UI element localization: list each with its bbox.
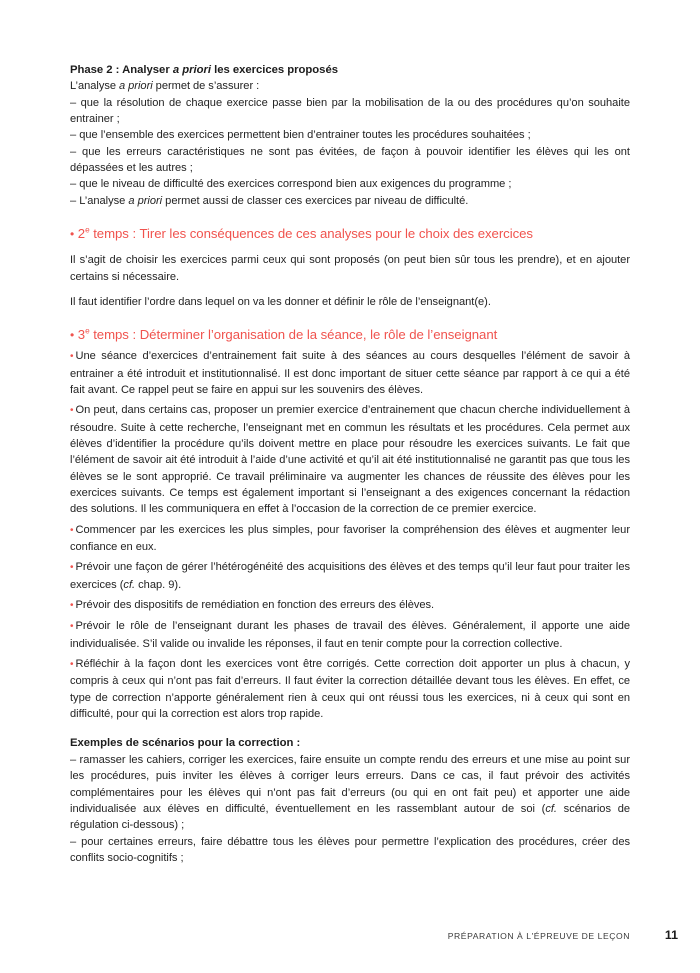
spacer — [70, 310, 630, 326]
page-number: 11 — [664, 928, 678, 942]
phase2-heading-suffix: les exercices proposés — [210, 64, 338, 76]
bullet-icon: • — [70, 524, 74, 536]
bullet-text-italic: cf. — [123, 578, 136, 591]
bullet-icon: • — [70, 227, 75, 242]
bullet-icon: • — [70, 659, 74, 671]
phase2-last-suffix: permet aussi de classer ces exercices par niveau de difficulté. — [162, 194, 469, 207]
footer-section-title: PRÉPARATION À L'ÉPREUVE DE LEÇON — [447, 931, 630, 941]
bullet-text-before: Prévoir une façon de gérer l’hétérogénéité des acquisitions des élèves et des temps qu’il leur faut pour traiter les exercices ( — [70, 561, 630, 591]
bullet-text-after: chap. 9). — [135, 578, 182, 591]
scenarios-item-1 — [70, 752, 630, 834]
bullet-icon: • — [70, 351, 74, 363]
bullet-text: Prévoir le rôle de l’enseignant durant les phases de travail des élèves. Généralement, il apporte une aide individualisée. S’il valide ou invalide les réponses, il faut en tenir compte pour la correction collective. — [70, 620, 630, 650]
scenario-text-after: scénarios de régulation ci-dessous) ; — [70, 802, 630, 832]
temps3-bullet-item — [70, 656, 630, 722]
temps2-ordinal: 2 — [77, 226, 86, 242]
bullet-icon: • — [70, 621, 74, 633]
temps3-heading — [70, 326, 630, 344]
bullet-icon: • — [70, 562, 74, 574]
page-footer — [0, 930, 700, 952]
temps2-heading-rest: temps : Tirer les conséquences de ces analyses pour le choix des exercices — [89, 226, 533, 242]
bullet-icon: • — [70, 405, 74, 417]
phase2-heading-italic: a priori — [172, 64, 211, 76]
scenario-text-italic: cf. — [545, 802, 557, 815]
scenarios-section — [70, 735, 630, 866]
phase2-last-italic: a priori — [128, 194, 163, 207]
phase2-intro — [70, 78, 630, 94]
bullet-icon: • — [70, 328, 75, 343]
phase2-item: – que le niveau de difficulté des exercices correspond bien aux exigences du programme ; — [70, 178, 512, 191]
spacer — [70, 285, 630, 294]
temps3-ordinal: 3 — [77, 327, 86, 343]
temps2-paragraph: Il faut identifier l’ordre dans lequel on va les donner et définir le rôle de l’enseignant(e). — [70, 295, 491, 308]
bullet-text: Une séance d’exercices d’entrainement fait suite à des séances au cours desquelles l’élément de savoir à entrainer a été introduit et institutionnalisé. Il est donc important de situer cette séance par rapport à ce qui a été fait avant. Ce rappel peut se faire en appui sur les souvenirs des élèves. — [70, 350, 630, 396]
phase2-heading — [70, 62, 630, 78]
phase2-intro-prefix: L’analyse — [70, 80, 120, 93]
spacer — [70, 243, 630, 252]
phase2-heading-prefix: Phase 2 : Analyser — [70, 64, 173, 76]
bullet-text: Prévoir des dispositifs de remédiation en fonction des erreurs des élèves. — [75, 599, 435, 611]
phase2-item-last — [70, 193, 630, 209]
page-content — [70, 62, 630, 866]
phase2-last-prefix: – L’analyse — [70, 194, 129, 207]
temps2-ordinal-suffix: e — [85, 225, 90, 235]
temps3-bullet-item — [70, 402, 630, 517]
bullet-text: Commencer par les exercices les plus simples, pour favoriser la compréhension des élèves et augmenter leur confiance en eux. — [70, 523, 630, 553]
phase2-intro-suffix: permet de s’assurer : — [152, 80, 260, 93]
spacer — [70, 722, 630, 735]
temps2-heading — [70, 225, 630, 243]
temps2-section — [70, 225, 630, 310]
temps3-bullet-item — [70, 559, 630, 593]
spacer — [70, 209, 630, 225]
phase2-item: – que l’ensemble des exercices permettent bien d’entrainer toutes les procédures souhaitées ; — [70, 129, 531, 142]
phase2-item: – que la résolution de chaque exercice passe bien par la mobilisation de la ou des procédures qu’on souhaite entrainer ; — [70, 96, 630, 126]
temps3-bullet-item — [70, 597, 630, 614]
temps3-bullet-item — [70, 618, 630, 652]
phase2-section — [70, 62, 630, 209]
scenarios-heading: Exemples de scénarios pour la correction : — [70, 737, 301, 750]
bullet-text: Réfléchir à la façon dont les exercices vont être corrigés. Cette correction doit apporter un plus à chacun, y compris à ceux qui n’ont pas fait d’erreurs. Il faut éviter la correction détaillée devant tous les élèves. En effet, ce type de correction n’apporte généralement rien à ceux qui ont réussi tous les exercices, ni à ceux qui sont en difficulté, pour qui la correction est alors trop rapide. — [70, 658, 630, 721]
temps3-heading-rest: temps : Déterminer l’organisation de la séance, le rôle de l’enseignant — [89, 327, 498, 343]
bullet-text: On peut, dans certains cas, proposer un premier exercice d’entrainement que chacun cherche individuellement à résoudre. Suite à cette recherche, l’enseignant met en commun les résultats et les procédures. Cela permet aux élèves d’identifier la procédure qu’ils doivent mettre en place pour résoudre les exercices suivants. Le fait que l’élément de savoir ait été introduit à l’aide d’une activité et qu’il ait été institutionnalisé ne garantit pas que tous les élèves se le sont approprié. Ce travail préliminaire va augmenter les chances de réussite des élèves pour les exercices suivants. Ce temps est également important si l’enseignant a des exigences concernant la rédaction des solutions. Il les communiquera en effet à l’occasion de la correction de ce premier exercice. — [70, 404, 630, 516]
temps3-ordinal-suffix: e — [85, 326, 90, 336]
temps3-section — [70, 326, 630, 722]
temps3-bullet-item — [70, 348, 630, 398]
temps3-bullet-item — [70, 522, 630, 556]
bullet-icon: • — [70, 600, 74, 611]
phase2-intro-italic: a priori — [119, 80, 153, 93]
scenarios-item-2: – pour certaines erreurs, faire débattre tous les élèves pour permettre l’explication des procédures, créer des conflits socio-cognitifs ; — [70, 835, 630, 864]
phase2-item: – que les erreurs caractéristiques ne sont pas évitées, de façon à pouvoir identifier les élèves qui les ont dépassées et les autres ; — [70, 145, 630, 175]
scenario-text-before: – ramasser les cahiers, corriger les exercices, faire ensuite un compte rendu des erreurs et une mise au point sur les procédures, puis inviter les élèves à corriger leurs erreurs. Dans ce cas, il faut prévoir des activités complémentaires pour les élèves qui n’ont pas fait d’erreurs (ou qui en ont fait peu) et apporter une aide individualisée aux élèves en difficulté, éventuellement en les rassemblant autour de soi ( — [70, 753, 630, 815]
temps2-paragraph: Il s’agit de choisir les exercices parmi ceux qui sont proposés (on peut bien sûr tous les prendre), et en ajouter certains si nécessaire. — [70, 254, 630, 283]
